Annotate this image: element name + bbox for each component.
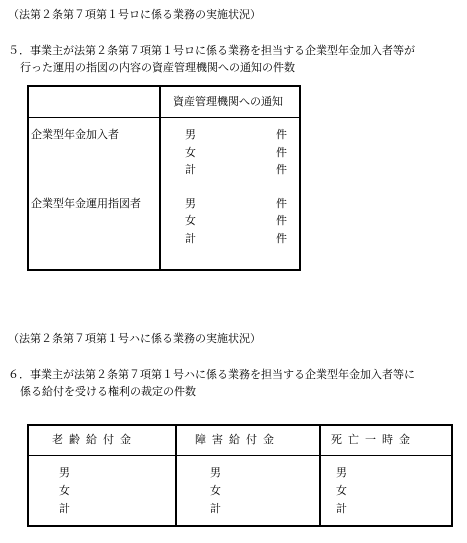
plan-member-total-unit: 件 bbox=[276, 163, 287, 176]
disability-male-label: 男 bbox=[210, 466, 221, 479]
col-header-old-age-benefit: 老齢給付金 bbox=[52, 433, 137, 446]
benefit-table-header-divider bbox=[27, 455, 453, 456]
death-total-label: 計 bbox=[336, 502, 347, 515]
notification-table bbox=[27, 85, 301, 271]
plan-member-total-label: 計 bbox=[185, 163, 196, 176]
section-a-header: （法第２条第７項第１号ロに係る業務の実施状況） bbox=[8, 8, 261, 21]
old-age-female-label: 女 bbox=[59, 484, 70, 497]
death-male-label: 男 bbox=[336, 466, 347, 479]
table-divider-horizontal bbox=[27, 117, 301, 118]
old-age-total-label: 計 bbox=[59, 502, 70, 515]
disability-total-label: 計 bbox=[210, 502, 221, 515]
death-female-label: 女 bbox=[336, 484, 347, 497]
row-label-plan-member: 企業型年金加入者 bbox=[31, 128, 119, 141]
plan-member-female-label: 女 bbox=[185, 146, 196, 159]
item6-text-line1: ６．事業主が法第２条第７項第１号ハに係る業務を担当する企業型年金加入者等に bbox=[8, 368, 415, 381]
plan-member-female-unit: 件 bbox=[276, 146, 287, 159]
col-header-disability-benefit: 障害給付金 bbox=[195, 433, 280, 446]
instructor-total-label: 計 bbox=[185, 232, 196, 245]
instructor-female-unit: 件 bbox=[276, 214, 287, 227]
instructor-female-label: 女 bbox=[185, 214, 196, 227]
disability-female-label: 女 bbox=[210, 484, 221, 497]
instructor-total-unit: 件 bbox=[276, 232, 287, 245]
table-divider-vertical bbox=[159, 85, 161, 271]
plan-member-male-unit: 件 bbox=[276, 128, 287, 141]
instructor-male-label: 男 bbox=[185, 197, 196, 210]
benefit-table-divider-2 bbox=[319, 424, 321, 527]
item6-text-line2: 係る給付を受ける権利の裁定の件数 bbox=[20, 385, 196, 398]
notification-column-header: 資産管理機関への通知 bbox=[173, 95, 283, 108]
col-header-death-lump-sum: 死亡一時金 bbox=[331, 433, 416, 446]
item5-text-line1: ５．事業主が法第２条第７項第１号ロに係る業務を担当する企業型年金加入者等が bbox=[8, 44, 415, 57]
instructor-male-unit: 件 bbox=[276, 197, 287, 210]
row-label-investment-instructor: 企業型年金運用指図者 bbox=[31, 197, 141, 210]
old-age-male-label: 男 bbox=[59, 466, 70, 479]
section-b-header: （法第２条第７項第１号ハに係る業務の実施状況） bbox=[8, 332, 261, 345]
plan-member-male-label: 男 bbox=[185, 128, 196, 141]
item5-text-line2: 行った運用の指図の内容の資産管理機関への通知の件数 bbox=[20, 61, 295, 74]
benefit-table-divider-1 bbox=[175, 424, 177, 527]
